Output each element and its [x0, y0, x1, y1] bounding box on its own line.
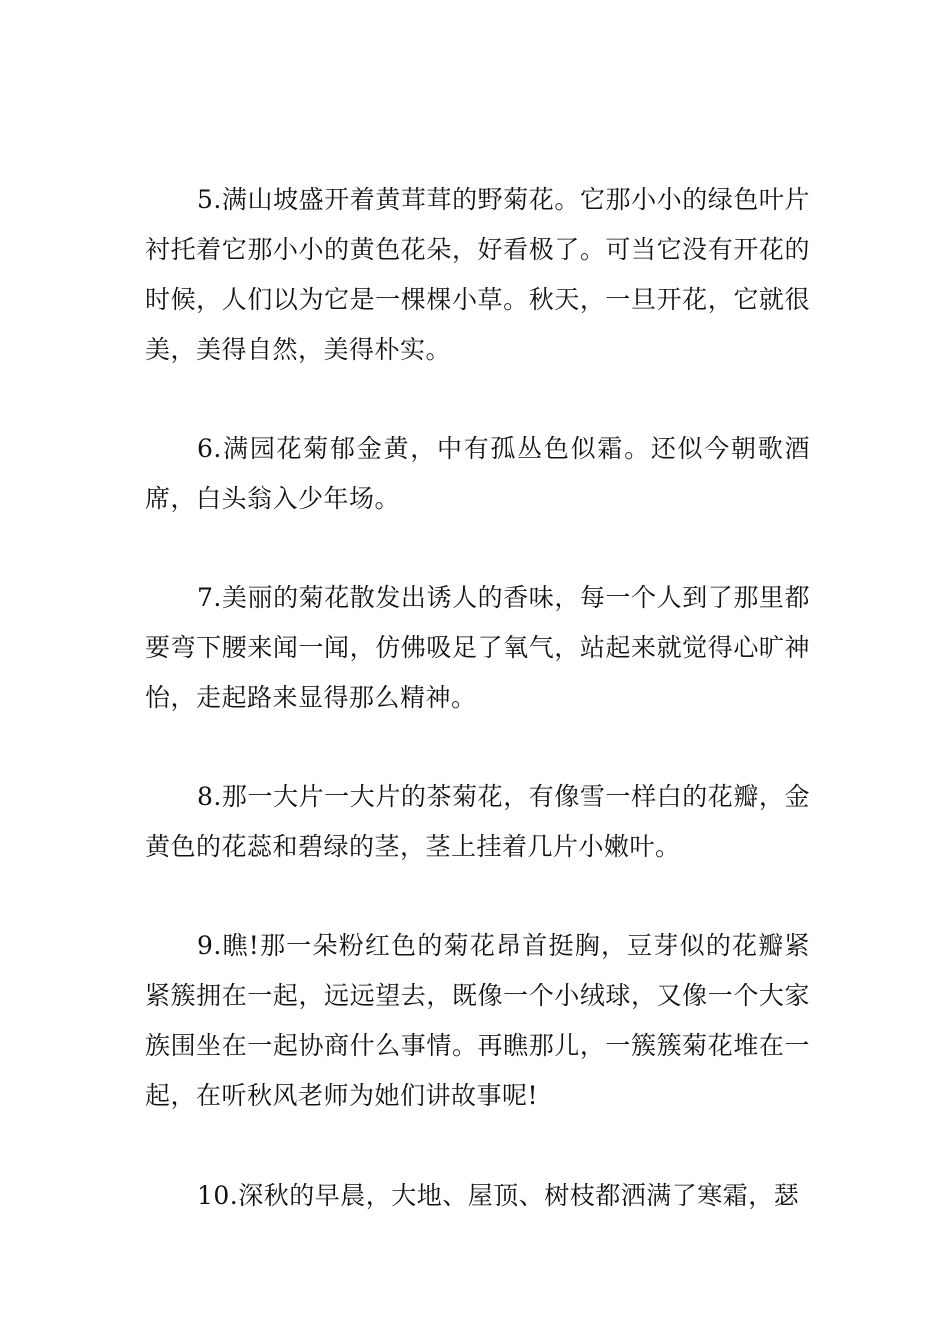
paragraph-9: 9.瞧!那一朵粉红色的菊花昂首挺胸，豆芽似的花瓣紧紧簇拥在一起，远远望去，既像一个小绒球，又像一个大家族围坐在一起协商什么事情。再瞧那儿，一簇簇菊花堆在一起，在听秋风老师为她们讲故事呢!	[145, 931, 810, 1110]
paragraph-5: 5.满山坡盛开着黄茸茸的野菊花。它那小小的绿色叶片衬托着它那小小的黄色花朵，好看极了。可当它没有开花的时候，人们以为它是一棵棵小草。秋天，一旦开花，它就很美，美得自然，美得朴实。	[145, 185, 810, 364]
paragraph-7: 7.美丽的菊花散发出诱人的香味，每一个人到了那里都要弯下腰来闻一闻，仿佛吸足了氧气，站起来就觉得心旷神怡，走起路来显得那么精神。	[145, 583, 810, 712]
paragraph-8: 8.那一大片一大片的茶菊花，有像雪一样白的花瓣，金黄色的花蕊和碧绿的茎，茎上挂着几片小嫩叶。	[145, 782, 810, 861]
paragraph-10: 10.深秋的早晨，大地、屋顶、树枝都洒满了寒霜，瑟	[197, 1181, 800, 1210]
paragraph-6: 6.满园花菊郁金黄，中有孤丛色似霜。还似今朝歌酒席，白头翁入少年场。	[145, 434, 810, 513]
